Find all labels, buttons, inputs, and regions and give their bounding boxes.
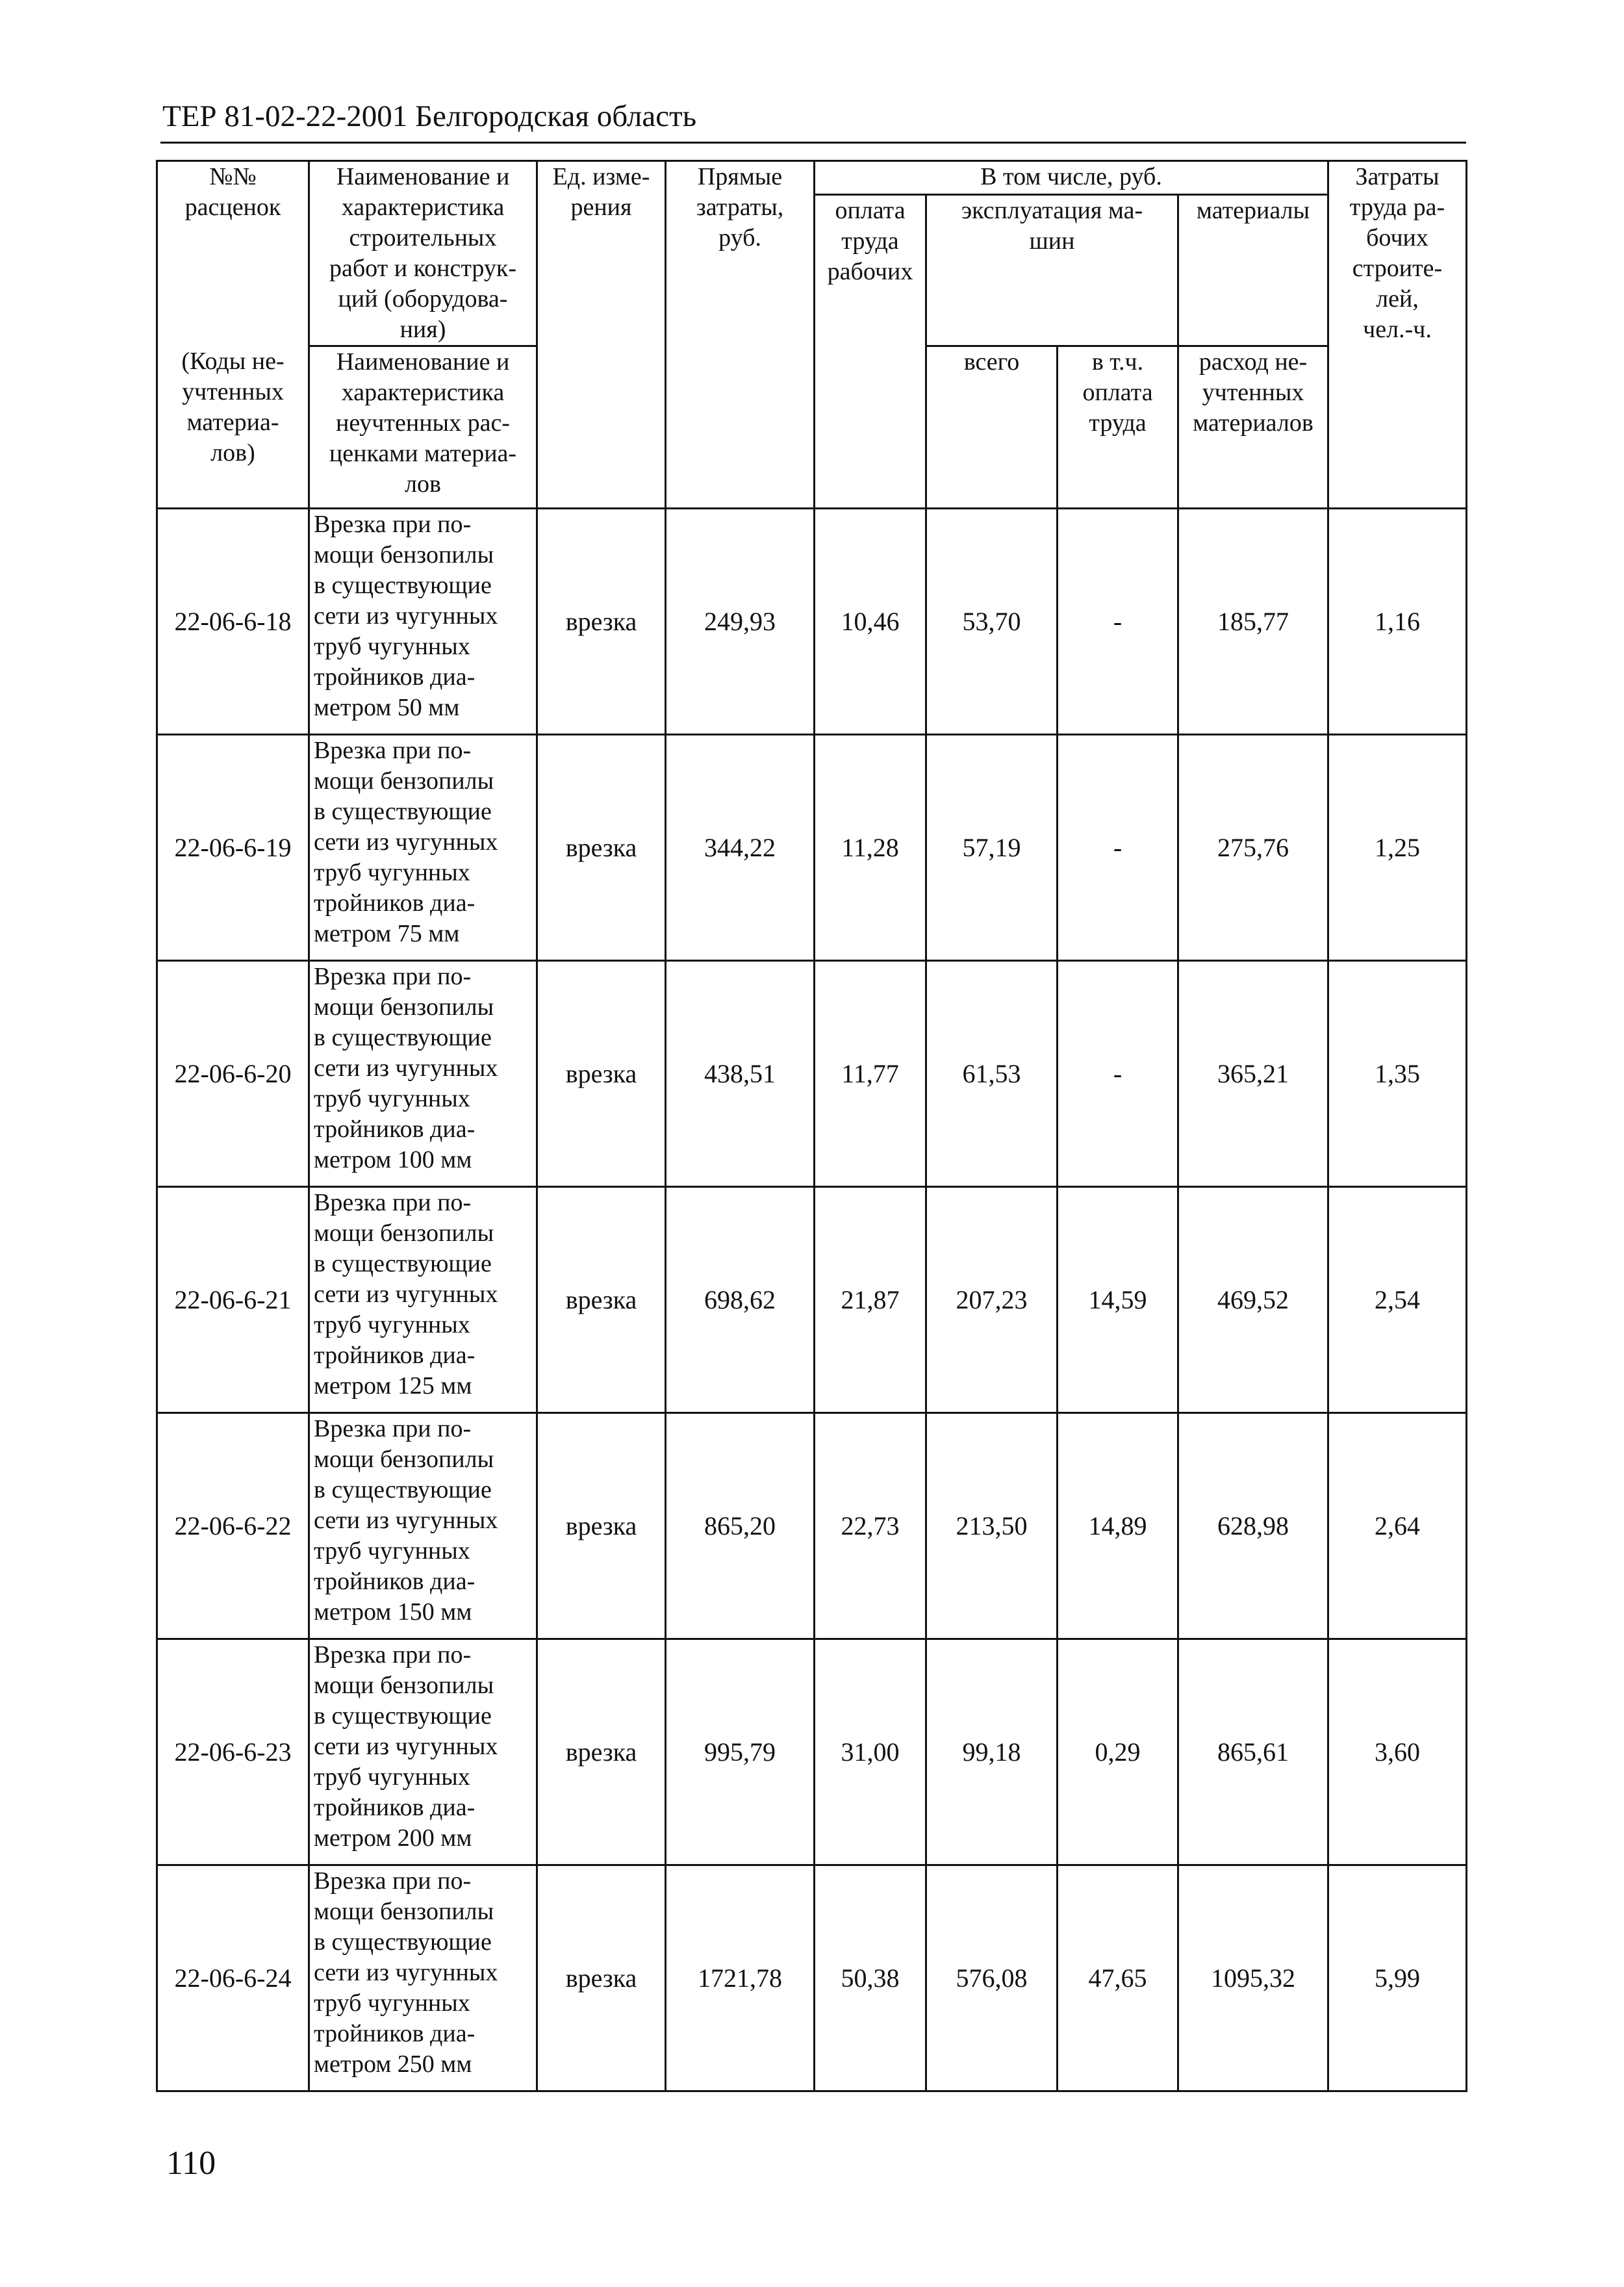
cell-materials: 1095,32 <box>1178 1865 1328 2091</box>
cell-code: 22-06-6-23 <box>157 1639 309 1865</box>
cell-labor-pay: 50,38 <box>815 1865 926 2091</box>
cell-unit: врезка <box>537 509 666 735</box>
cell-direct-costs: 995,79 <box>666 1639 815 1865</box>
cell-name: Врезка при по- мощи бензопилы в существующие сети из чугунных труб чугунных тройников диа- метром 150 мм <box>309 1413 537 1639</box>
header-row-1 <box>157 161 1467 195</box>
cell-machines-total: 576,08 <box>926 1865 1058 2091</box>
rates-table <box>156 160 1467 2092</box>
header-machines: эксплуатация ма- шин <box>926 195 1178 346</box>
cell-unit: врезка <box>537 735 666 961</box>
table-row <box>157 1639 1467 1865</box>
cell-unit: врезка <box>537 1413 666 1639</box>
cell-labor-pay: 22,73 <box>815 1413 926 1639</box>
header-unit: Ед. изме- рения <box>537 161 666 509</box>
cell-labor-cost: 1,35 <box>1328 961 1467 1187</box>
cell-labor-cost: 2,54 <box>1328 1187 1467 1413</box>
cell-code: 22-06-6-18 <box>157 509 309 735</box>
cell-unit: врезка <box>537 1639 666 1865</box>
cell-unit: врезка <box>537 1187 666 1413</box>
cell-machines-total: 61,53 <box>926 961 1058 1187</box>
cell-unit: врезка <box>537 961 666 1187</box>
cell-materials: 628,98 <box>1178 1413 1328 1639</box>
header-including-group: В том числе, руб. <box>815 161 1328 195</box>
cell-machines-pay: 47,65 <box>1058 1865 1178 2091</box>
cell-unit: врезка <box>537 1865 666 2091</box>
header-labor-cost: Затраты труда ра- бочих строите- лей, чел.-ч. <box>1328 161 1467 509</box>
cell-name: Врезка при по- мощи бензопилы в существующие сети из чугунных труб чугунных тройников диа- метром 100 мм <box>309 961 537 1187</box>
header-unaccounted-materials: расход не- учтенных материалов <box>1178 346 1328 509</box>
cell-materials: 365,21 <box>1178 961 1328 1187</box>
cell-machines-pay: - <box>1058 735 1178 961</box>
cell-materials: 865,61 <box>1178 1639 1328 1865</box>
cell-code: 22-06-6-22 <box>157 1413 309 1639</box>
cell-labor-pay: 11,77 <box>815 961 926 1187</box>
cell-labor-pay: 31,00 <box>815 1639 926 1865</box>
cell-machines-pay: 14,89 <box>1058 1413 1178 1639</box>
cell-name: Врезка при по- мощи бензопилы в существующие сети из чугунных труб чугунных тройников диа- метром 200 мм <box>309 1639 537 1865</box>
cell-direct-costs: 698,62 <box>666 1187 815 1413</box>
cell-direct-costs: 865,20 <box>666 1413 815 1639</box>
table-row <box>157 735 1467 961</box>
cell-code: 22-06-6-24 <box>157 1865 309 2091</box>
cell-code: 22-06-6-19 <box>157 735 309 961</box>
header-machines-incl-pay: в т.ч. оплата труда <box>1058 346 1178 509</box>
page-header-title: ТЕР 81-02-22-2001 Белгородская область <box>162 99 697 133</box>
cell-machines-pay: - <box>1058 509 1178 735</box>
cell-machines-total: 53,70 <box>926 509 1058 735</box>
header-unaccounted-name: Наименование и характеристика неучтенных рас- ценками материа- лов <box>309 346 537 509</box>
header-direct-costs: Прямые затраты, руб. <box>666 161 815 509</box>
cell-machines-total: 99,18 <box>926 1639 1058 1865</box>
table-row <box>157 1187 1467 1413</box>
cell-labor-cost: 2,64 <box>1328 1413 1467 1639</box>
cell-name: Врезка при по- мощи бензопилы в существующие сети из чугунных труб чугунных тройников диа- метром 125 мм <box>309 1187 537 1413</box>
cell-machines-total: 207,23 <box>926 1187 1058 1413</box>
cell-name: Врезка при по- мощи бензопилы в существующие сети из чугунных труб чугунных тройников диа- метром 75 мм <box>309 735 537 961</box>
table-row <box>157 509 1467 735</box>
header-materials: материалы <box>1178 195 1328 346</box>
cell-labor-pay: 10,46 <box>815 509 926 735</box>
header-machines-total: всего <box>926 346 1058 509</box>
header-rule <box>160 142 1466 144</box>
header-name: Наименование и характеристика строительных работ и конструк- ций (оборудова- ния) <box>309 161 537 346</box>
cell-direct-costs: 438,51 <box>666 961 815 1187</box>
cell-materials: 185,77 <box>1178 509 1328 735</box>
cell-direct-costs: 249,93 <box>666 509 815 735</box>
cell-name: Врезка при по- мощи бензопилы в существующие сети из чугунных труб чугунных тройников диа- метром 250 мм <box>309 1865 537 2091</box>
cell-direct-costs: 344,22 <box>666 735 815 961</box>
header-labor-pay: оплата труда рабочих <box>815 195 926 509</box>
cell-code: 22-06-6-21 <box>157 1187 309 1413</box>
cell-labor-pay: 21,87 <box>815 1187 926 1413</box>
cell-labor-cost: 1,16 <box>1328 509 1467 735</box>
cell-machines-pay: 0,29 <box>1058 1639 1178 1865</box>
table-row <box>157 961 1467 1187</box>
cell-machines-total: 213,50 <box>926 1413 1058 1639</box>
cell-machines-total: 57,19 <box>926 735 1058 961</box>
header-unaccounted-codes: (Коды не- учтенных материа- лов) <box>157 346 309 509</box>
cell-labor-pay: 11,28 <box>815 735 926 961</box>
cell-machines-pay: 14,59 <box>1058 1187 1178 1413</box>
page-number: 110 <box>166 2145 216 2182</box>
cell-labor-cost: 3,60 <box>1328 1639 1467 1865</box>
cell-labor-cost: 1,25 <box>1328 735 1467 961</box>
table-row <box>157 1865 1467 2091</box>
cell-direct-costs: 1721,78 <box>666 1865 815 2091</box>
cell-code: 22-06-6-20 <box>157 961 309 1187</box>
cell-materials: 469,52 <box>1178 1187 1328 1413</box>
header-code: №№ расценок <box>157 161 309 346</box>
cell-materials: 275,76 <box>1178 735 1328 961</box>
cell-machines-pay: - <box>1058 961 1178 1187</box>
cell-name: Врезка при по- мощи бензопилы в существующие сети из чугунных труб чугунных тройников диа- метром 50 мм <box>309 509 537 735</box>
cell-labor-cost: 5,99 <box>1328 1865 1467 2091</box>
table-row <box>157 1413 1467 1639</box>
